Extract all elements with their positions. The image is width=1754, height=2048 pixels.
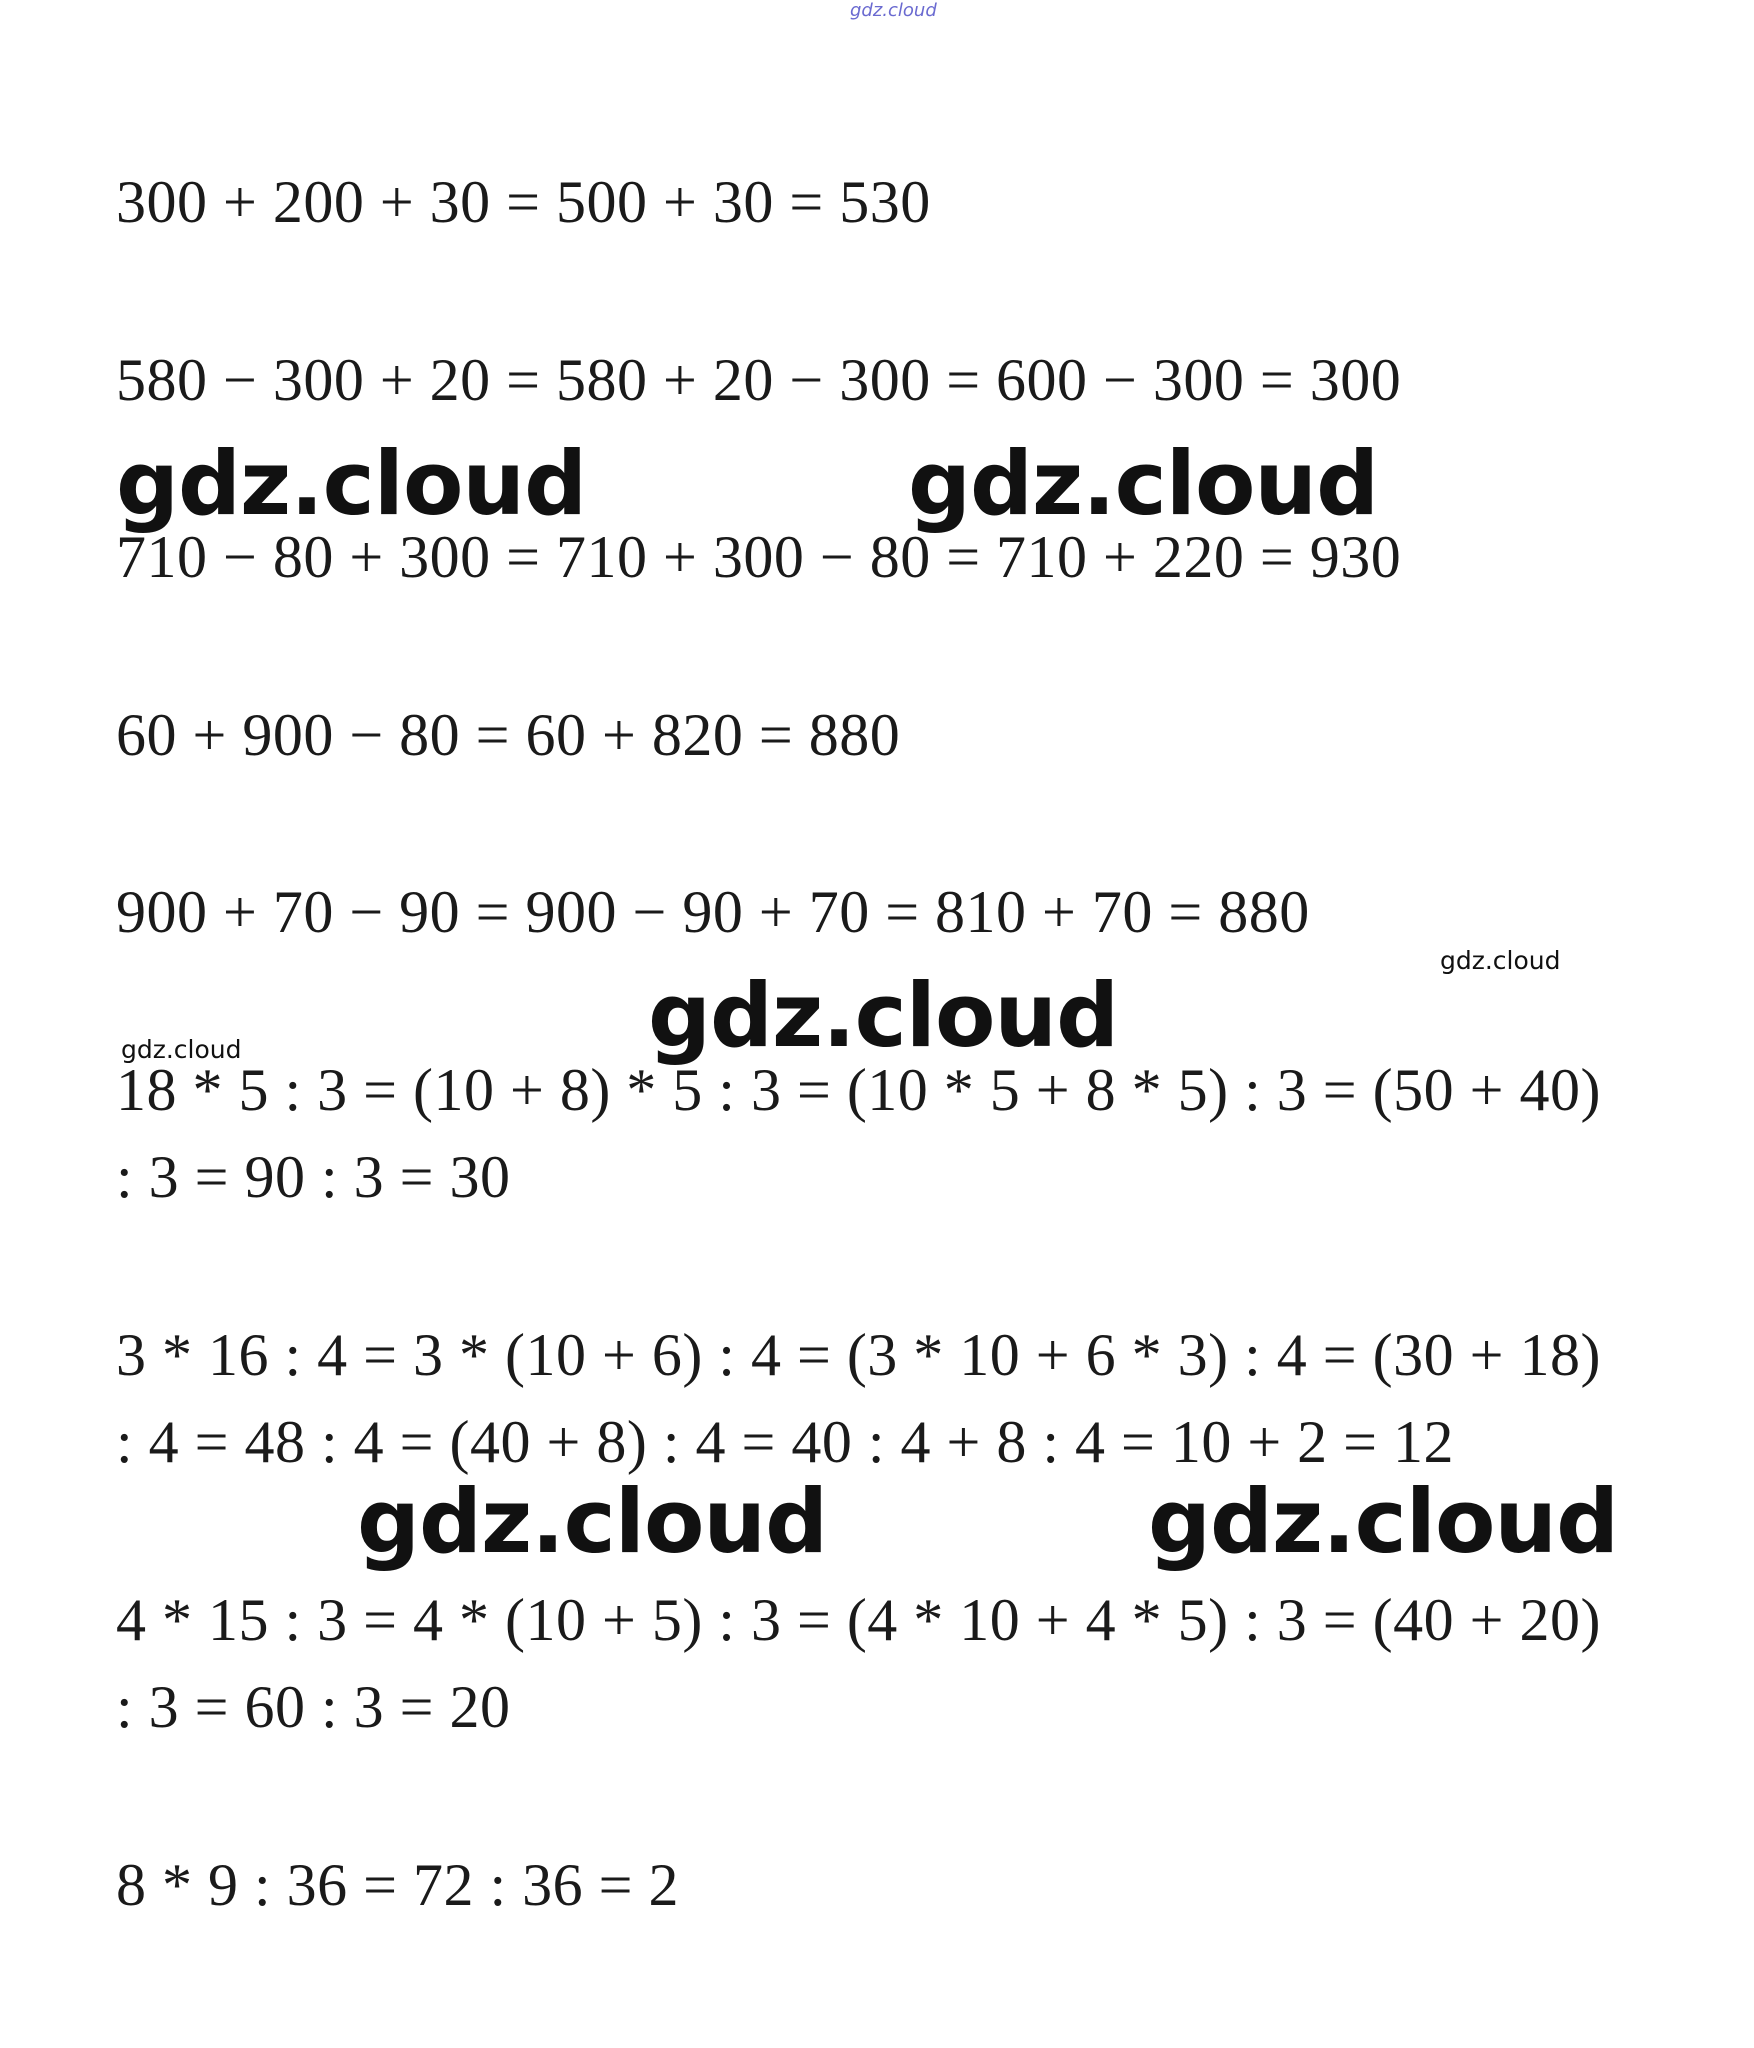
watermark-left-1: gdz.cloud xyxy=(116,432,587,535)
watermark-center: gdz.cloud xyxy=(648,964,1119,1067)
math-line-6: 18 * 5 : 3 = (10 + 8) * 5 : 3 = (10 * 5 + 8 * 5) : 3 = (50 + 40) xyxy=(116,1057,1601,1123)
watermark-left-2: gdz.cloud xyxy=(357,1470,828,1573)
math-line-5: 900 + 70 − 90 = 900 − 90 + 70 = 810 + 70 = 880 xyxy=(116,879,1310,945)
watermark-top: gdz.cloud xyxy=(850,0,937,21)
math-line-8: 3 * 16 : 4 = 3 * (10 + 6) : 4 = (3 * 10 + 6 * 3) : 4 = (30 + 18) xyxy=(116,1322,1601,1388)
watermark-small-right: gdz.cloud xyxy=(1440,946,1561,975)
watermark-right-2: gdz.cloud xyxy=(1148,1470,1619,1573)
watermark-small-left: gdz.cloud xyxy=(121,1035,242,1064)
math-line-2: 580 − 300 + 20 = 580 + 20 − 300 = 600 − 300 = 300 xyxy=(116,347,1402,413)
math-line-10: 4 * 15 : 3 = 4 * (10 + 5) : 3 = (4 * 10 + 4 * 5) : 3 = (40 + 20) xyxy=(116,1587,1601,1653)
math-line-7: : 3 = 90 : 3 = 30 xyxy=(116,1144,511,1210)
math-line-1: 300 + 200 + 30 = 500 + 30 = 530 xyxy=(116,169,931,235)
math-line-11: : 3 = 60 : 3 = 20 xyxy=(116,1674,511,1740)
math-line-9: : 4 = 48 : 4 = (40 + 8) : 4 = 40 : 4 + 8 : 4 = 10 + 2 = 12 xyxy=(116,1409,1455,1475)
math-line-3: 710 − 80 + 300 = 710 + 300 − 80 = 710 + 220 = 930 xyxy=(116,524,1402,590)
math-line-4: 60 + 900 − 80 = 60 + 820 = 880 xyxy=(116,702,901,768)
math-line-12: 8 * 9 : 36 = 72 : 36 = 2 xyxy=(116,1852,680,1918)
watermark-right-1: gdz.cloud xyxy=(908,432,1379,535)
